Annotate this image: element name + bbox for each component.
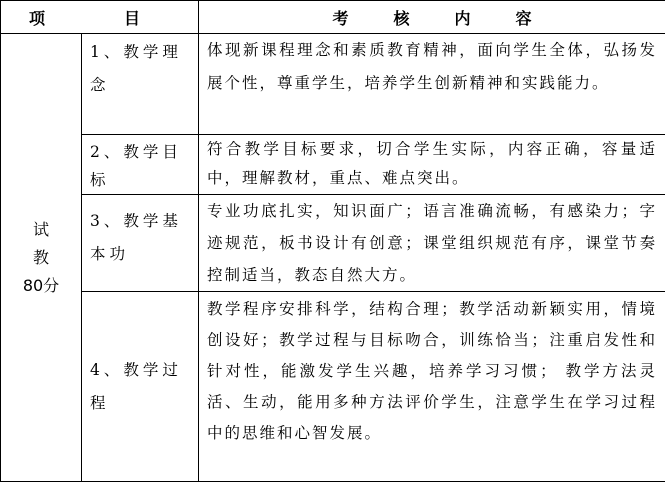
- table-row: [1, 195, 665, 292]
- header-content-char2: 核: [394, 9, 410, 28]
- category-line3: 80分: [1, 272, 81, 300]
- header-content-char1: 考: [332, 9, 348, 28]
- table-row: [1, 135, 665, 195]
- table-header-row: [1, 1, 665, 34]
- header-item-char2: 目: [124, 9, 140, 28]
- subitem-cell: 3、教学基本功: [82, 195, 199, 292]
- header-item-char1: 项: [1, 6, 124, 29]
- header-item-cell: [1, 1, 199, 34]
- category-line2: 教: [1, 244, 81, 272]
- table-row: [1, 292, 665, 482]
- content-cell: 教学程序安排科学，结构合理；教学活动新颖实用，情境创设好；教学过程与目标吻合，训练恰当；注重启发性和针对性，能激发学生兴趣，培养学习习惯； 教学方法灵活、生动，能用多种方法评价学生，注意学生在学习过程中的思维和心智发展。: [199, 292, 665, 482]
- content-cell: 符合教学目标要求，切合学生实际，内容正确，容量适中，理解教材，重点、难点突出。: [199, 135, 665, 195]
- header-content-cell: [199, 1, 665, 34]
- content-cell: 专业功底扎实，知识面广；语言准确流畅，有感染力；字迹规范，板书设计有创意；课堂组织规范有序，课堂节奏控制适当，教态自然大方。: [199, 195, 665, 292]
- table-row: [1, 34, 665, 135]
- content-cell: 体现新课程理念和素质教育精神，面向学生全体，弘扬发展个性，尊重学生，培养学生创新精神和实践能力。: [199, 34, 665, 135]
- category-line1: 试: [1, 216, 81, 244]
- header-content-char4: 容: [516, 9, 532, 28]
- subitem-cell: 1、教学理念: [82, 34, 199, 135]
- header-content-char3: 内: [455, 9, 471, 28]
- subitem-cell: 4、教学过程: [82, 292, 199, 482]
- subitem-cell: 2、教学目标: [82, 135, 199, 195]
- category-cell: [1, 34, 82, 482]
